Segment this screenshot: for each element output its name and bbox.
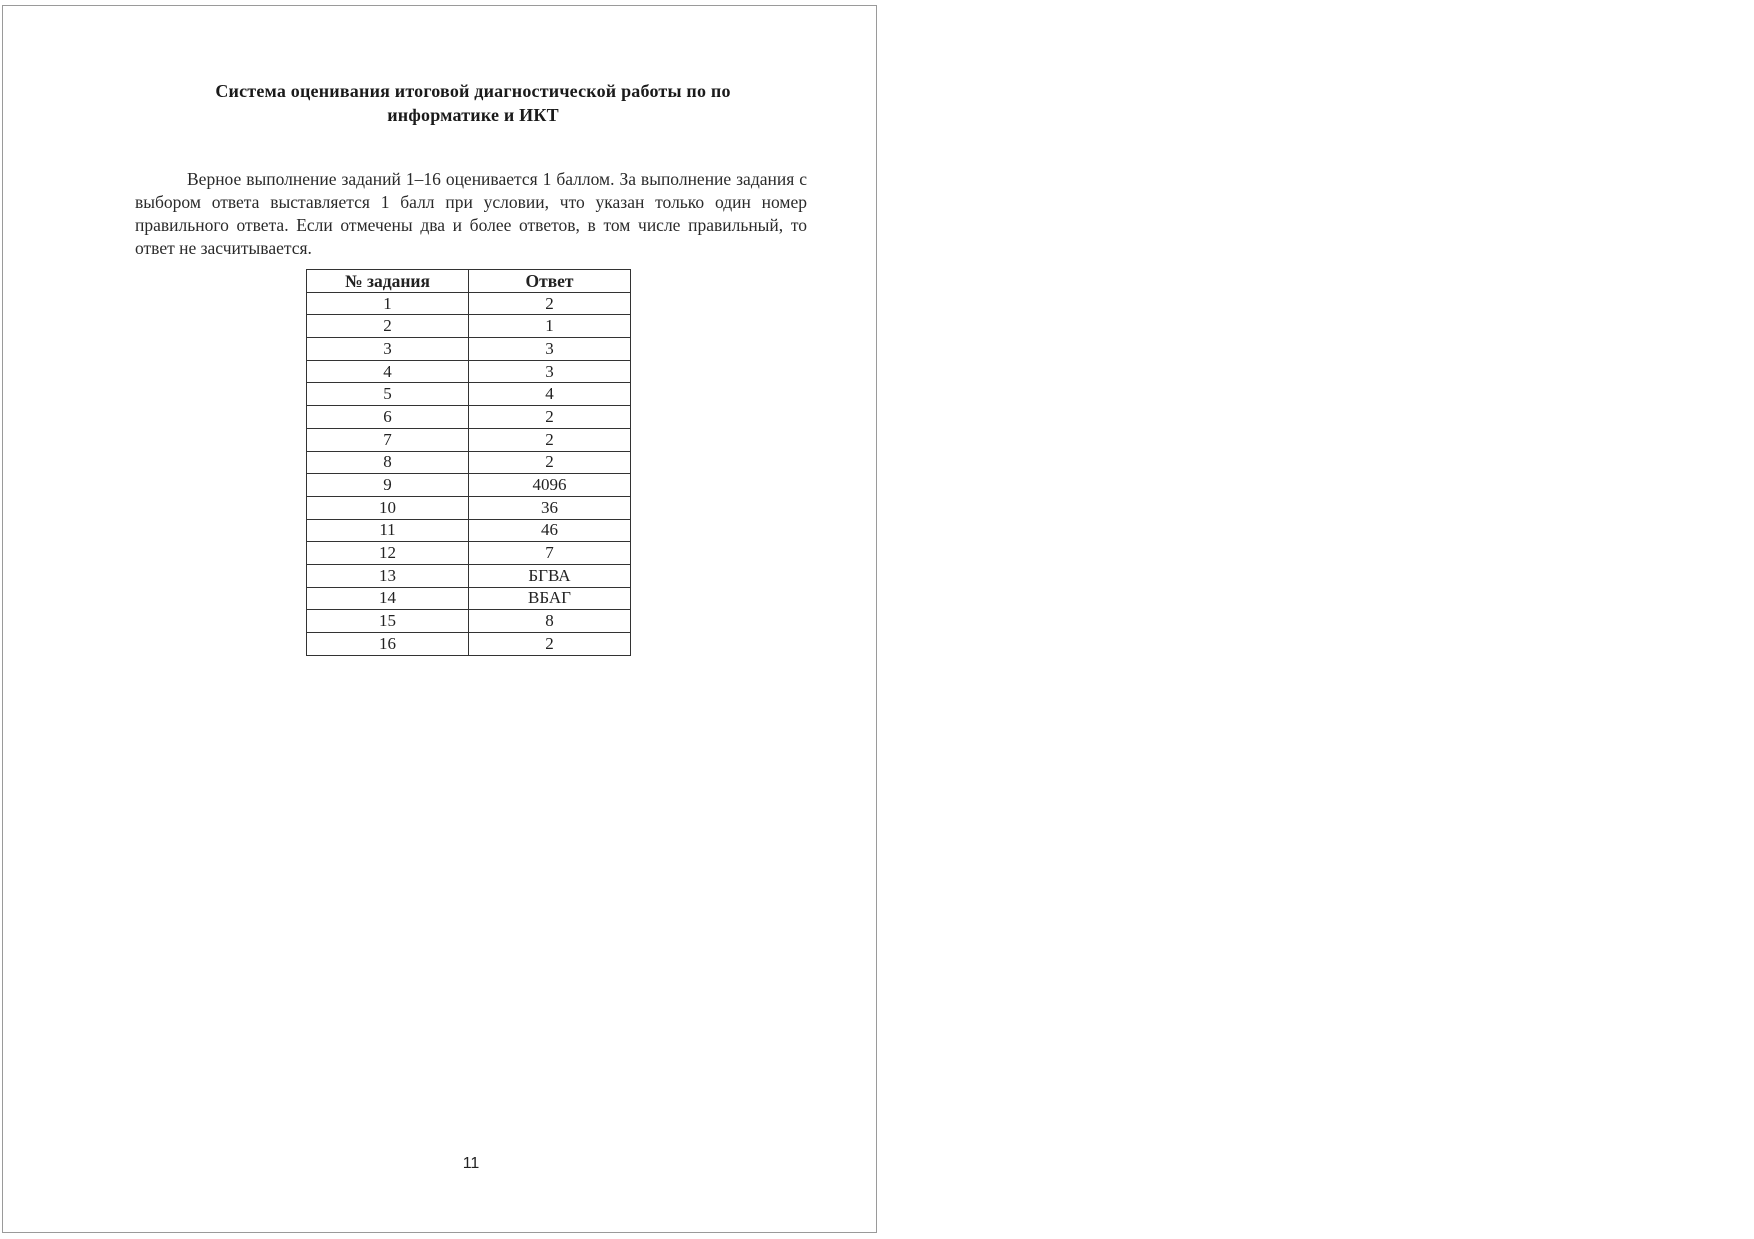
task-number-cell: 7: [307, 428, 469, 451]
task-number-cell: 16: [307, 633, 469, 656]
document-page: [2, 5, 877, 1233]
answer-cell: 2: [469, 292, 631, 315]
table-row: [307, 587, 631, 610]
title-line-1: Система оценивания итоговой диагностической работы по по: [215, 81, 731, 101]
title-line-2: информатике и ИКТ: [387, 105, 559, 125]
table-row: [307, 610, 631, 633]
answer-cell: 46: [469, 519, 631, 542]
table-row: [307, 315, 631, 338]
answer-cell: 3: [469, 360, 631, 383]
answer-cell: 2: [469, 406, 631, 429]
answer-cell: 2: [469, 451, 631, 474]
task-number-cell: 14: [307, 587, 469, 610]
task-number-cell: 2: [307, 315, 469, 338]
answers-table: [306, 269, 631, 656]
answer-cell: 2: [469, 633, 631, 656]
page-number: 11: [462, 1155, 480, 1172]
table-row: [307, 519, 631, 542]
task-number-cell: 4: [307, 360, 469, 383]
table-row: [307, 406, 631, 429]
table-row: [307, 564, 631, 587]
task-number-cell: 12: [307, 542, 469, 565]
table-row: [307, 383, 631, 406]
answer-cell: 1: [469, 315, 631, 338]
answer-cell: 36: [469, 496, 631, 519]
answer-cell: БГВА: [469, 564, 631, 587]
table-header-row: [307, 270, 631, 293]
task-number-cell: 5: [307, 383, 469, 406]
scoring-paragraph: Верное выполнение заданий 1–16 оценивается 1 баллом. За выполнение задания с выбором ответа выставляется 1 балл при условии, что указан только один номер правильного ответа. Если отмечены два и более ответов, в том числе правильный, то ответ не засчитывается.: [135, 168, 807, 258]
task-number-cell: 1: [307, 292, 469, 315]
table-row: [307, 633, 631, 656]
answer-cell: 2: [469, 428, 631, 451]
header-answer: Ответ: [469, 270, 631, 293]
document-title: [133, 79, 813, 127]
task-number-cell: 10: [307, 496, 469, 519]
task-number-cell: 3: [307, 338, 469, 361]
task-number-cell: 11: [307, 519, 469, 542]
answer-cell: 3: [469, 338, 631, 361]
table-row: [307, 428, 631, 451]
table-row: [307, 338, 631, 361]
header-task-number: № задания: [307, 270, 469, 293]
answer-cell: 4: [469, 383, 631, 406]
table-row: [307, 496, 631, 519]
answer-cell: 7: [469, 542, 631, 565]
task-number-cell: 8: [307, 451, 469, 474]
answer-cell: ВБАГ: [469, 587, 631, 610]
task-number-cell: 6: [307, 406, 469, 429]
table-row: [307, 360, 631, 383]
table-row: [307, 542, 631, 565]
table-row: [307, 292, 631, 315]
table-row: [307, 474, 631, 497]
answer-cell: 4096: [469, 474, 631, 497]
table-row: [307, 451, 631, 474]
task-number-cell: 15: [307, 610, 469, 633]
answer-cell: 8: [469, 610, 631, 633]
task-number-cell: 9: [307, 474, 469, 497]
task-number-cell: 13: [307, 564, 469, 587]
